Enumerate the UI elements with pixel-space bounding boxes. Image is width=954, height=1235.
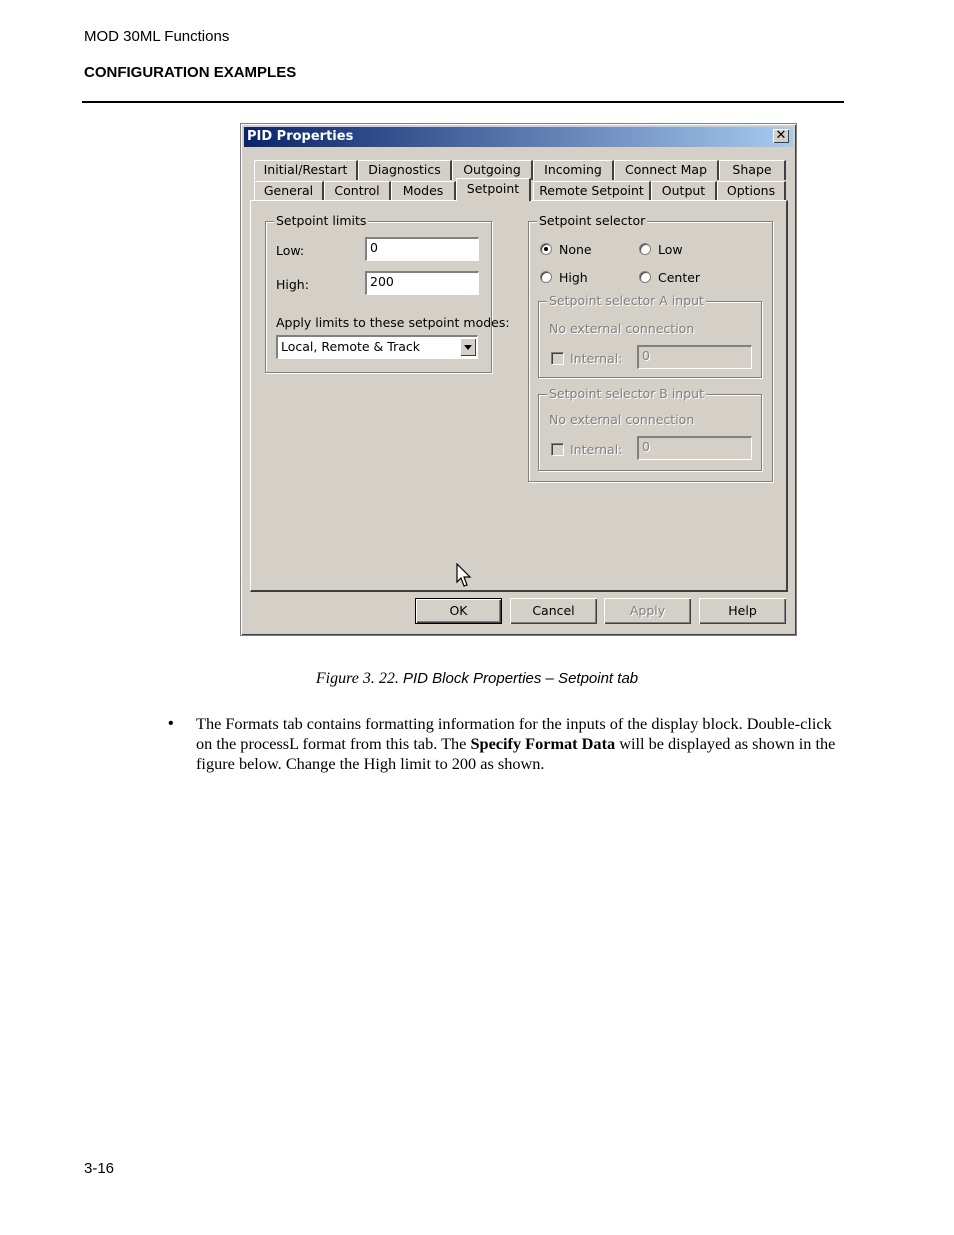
apply-button[interactable]: Apply	[604, 598, 691, 624]
tab-incoming[interactable]: Incoming	[533, 160, 614, 180]
mouse-cursor-icon	[456, 563, 472, 589]
radio-none[interactable]	[540, 243, 552, 255]
body-text-before: The Formats tab contains formatting information for the inputs of the display block. Double-click on the processL format from this tab. The	[196, 714, 832, 753]
apply-limits-label: Apply limits to these setpoint modes:	[276, 315, 510, 330]
page-number: 3-16	[84, 1160, 115, 1177]
chevron-down-icon[interactable]	[460, 338, 476, 356]
setpoint-selector-title: Setpoint selector	[539, 213, 646, 228]
radio-center-label: Center	[658, 270, 701, 285]
body-paragraph	[196, 714, 846, 774]
selector-b-internal-field[interactable]: 0	[637, 436, 752, 460]
selector-b-internal-label: Internal:	[570, 442, 623, 457]
tab-initial-restart[interactable]: Initial/Restart	[254, 160, 358, 180]
tab-setpoint[interactable]: Setpoint	[456, 178, 531, 201]
help-button[interactable]: Help	[699, 598, 786, 624]
running-header: MOD 30ML Functions	[84, 28, 230, 45]
tab-output[interactable]: Output	[651, 181, 717, 201]
body-text-after: will be displayed as shown in the figure below. Change the High limit to 200 as shown.	[196, 734, 836, 773]
tab-outgoing[interactable]: Outgoing	[452, 160, 533, 180]
tab-general[interactable]: General	[254, 181, 324, 201]
body-bold-text: Specify Format Data	[470, 734, 616, 753]
dialog-title: PID Properties	[247, 129, 354, 144]
cancel-button[interactable]: Cancel	[510, 598, 597, 624]
radio-high-label: High	[559, 270, 588, 285]
selector-a-title: Setpoint selector A input	[549, 293, 704, 308]
apply-limits-value: Local, Remote & Track	[281, 339, 420, 354]
selector-a-internal-label: Internal:	[570, 351, 623, 366]
section-title: CONFIGURATION EXAMPLES	[84, 64, 297, 81]
selector-a-internal-checkbox[interactable]	[551, 352, 564, 365]
selector-a-internal-field[interactable]: 0	[637, 345, 752, 369]
low-label: Low:	[276, 243, 305, 258]
selector-b-status: No external connection	[549, 412, 695, 427]
radio-low[interactable]	[639, 243, 651, 255]
figure-text: PID Block Properties – Setpoint tab	[403, 670, 639, 687]
radio-none-label: None	[559, 242, 592, 257]
apply-limits-dropdown[interactable]	[276, 335, 478, 359]
tab-remote-setpoint[interactable]: Remote Setpoint	[533, 181, 651, 201]
close-icon[interactable]: ✕	[773, 129, 789, 143]
selector-b-internal-checkbox[interactable]	[551, 443, 564, 456]
radio-center[interactable]	[639, 271, 651, 283]
selector-b-title: Setpoint selector B input	[549, 386, 704, 401]
radio-high[interactable]	[540, 271, 552, 283]
pid-properties-dialog	[240, 123, 797, 636]
tab-diagnostics[interactable]: Diagnostics	[358, 160, 452, 180]
tab-control[interactable]: Control	[324, 181, 391, 201]
low-limit-field[interactable]: 0	[365, 237, 479, 261]
tab-options[interactable]: Options	[717, 181, 786, 201]
ok-button[interactable]: OK	[415, 598, 502, 624]
figure-caption	[0, 670, 954, 688]
figure-label: Figure 3. 22.	[315, 670, 399, 687]
title-bar[interactable]	[244, 127, 793, 147]
setpoint-limits-title: Setpoint limits	[276, 213, 367, 228]
header-rule	[82, 101, 844, 103]
radio-low-label: Low	[658, 242, 683, 257]
tab-shape[interactable]: Shape	[719, 160, 786, 180]
high-limit-field[interactable]: 200	[365, 271, 479, 295]
selector-a-status: No external connection	[549, 321, 695, 336]
tab-connect-map[interactable]: Connect Map	[614, 160, 719, 180]
high-label: High:	[276, 277, 309, 292]
bullet-icon: •	[168, 715, 174, 732]
tab-modes[interactable]: Modes	[391, 181, 456, 201]
